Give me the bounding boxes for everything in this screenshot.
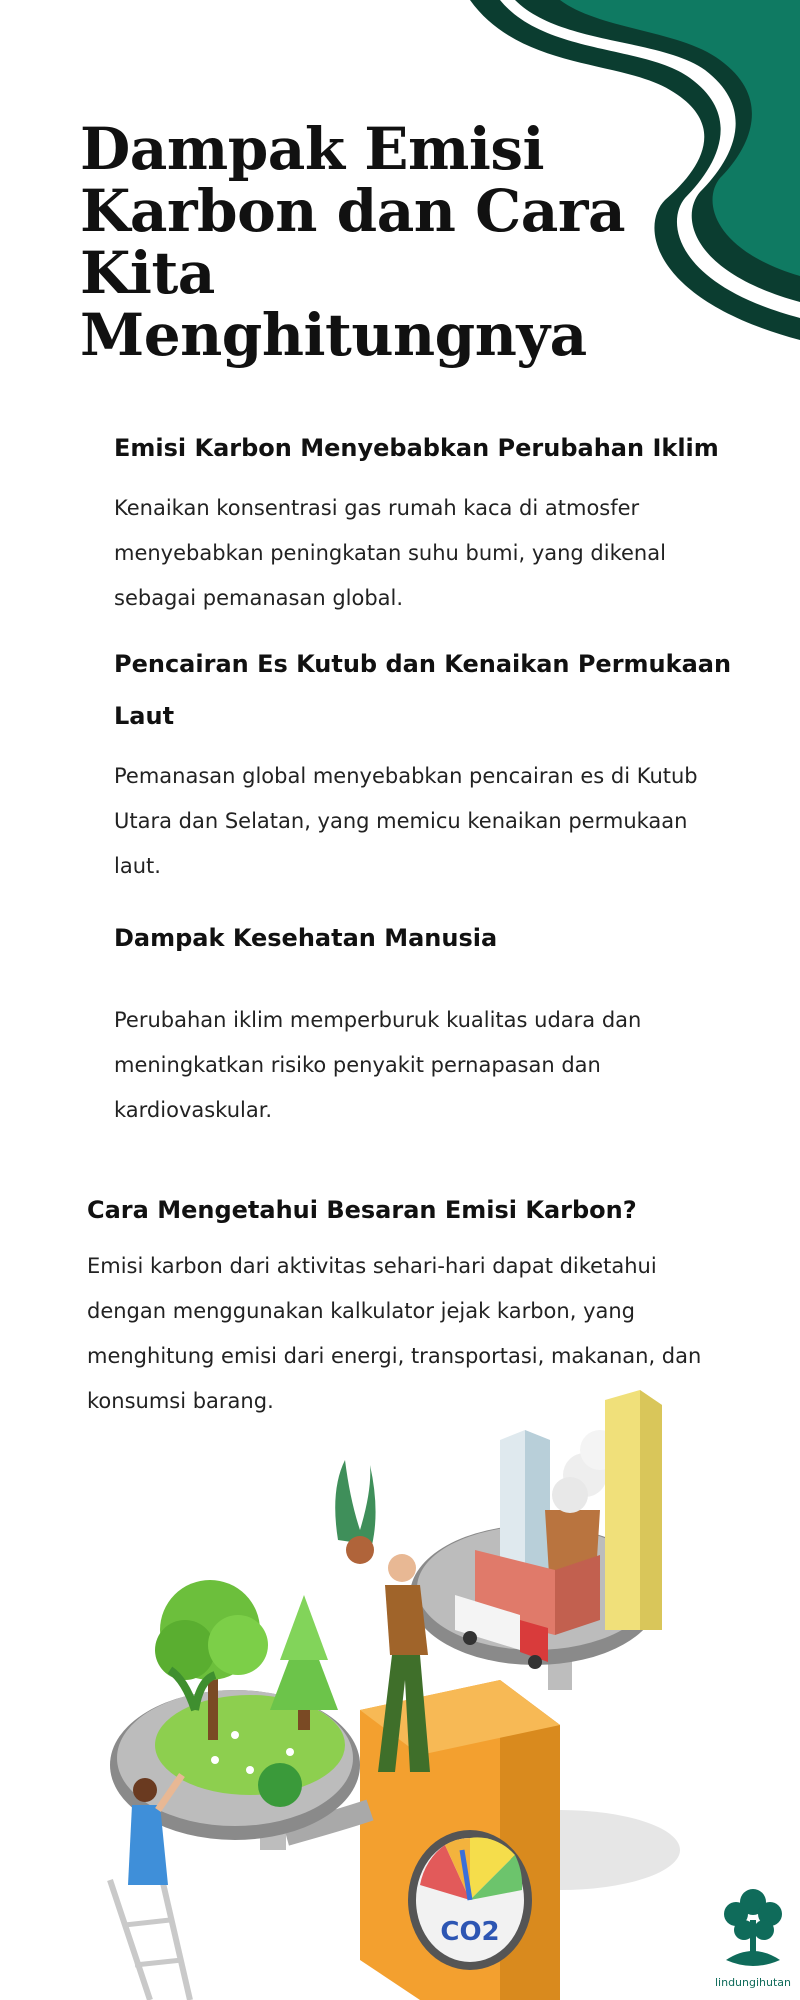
section-body	[114, 998, 754, 1133]
brand-logo	[712, 1880, 794, 1992]
section-heading	[114, 638, 754, 742]
co2-gauge-icon	[408, 1830, 532, 1970]
section-polar-ice	[114, 638, 754, 889]
title-line-1: Dampak Emisi	[80, 115, 545, 183]
heading-line: Laut	[114, 702, 175, 730]
body-line: menyebabkan peningkatan suhu bumi, yang dikenal	[114, 541, 666, 565]
section-heading: Dampak Kesehatan Manusia	[114, 924, 498, 952]
section-climate-change	[114, 422, 754, 621]
title-line-3: Kita	[80, 239, 215, 307]
body-line: Emisi karbon dari aktivitas sehari-hari dapat diketahui	[87, 1254, 657, 1278]
city-plate	[410, 1390, 662, 1669]
body-line: sebagai pemanasan global.	[114, 586, 404, 610]
heading-line: Pencairan Es Kutub dan Kenaikan Permukaan	[114, 650, 732, 678]
body-line: Kenaikan konsentrasi gas rumah kaca di atmosfer	[114, 496, 640, 520]
section-heading: Cara Mengetahui Besaran Emisi Karbon?	[87, 1196, 637, 1224]
body-line: menghitung emisi dari energi, transportasi, makanan, dan	[87, 1344, 702, 1368]
body-line: Utara dan Selatan, yang memicu kenaikan permukaan	[114, 809, 688, 833]
body-line: Pemanasan global menyebabkan pencairan es di Kutub	[114, 764, 698, 788]
gauge-label: CO2	[440, 1917, 500, 1947]
section-human-health	[114, 912, 754, 1133]
title-line-2: Karbon dan Cara	[80, 177, 626, 245]
body-line: kardiovaskular.	[114, 1098, 273, 1122]
carbon-scale-illustration	[0, 1380, 800, 2000]
logo-label: lindungihutan	[714, 1976, 792, 1989]
body-line: meningkatkan risiko penyakit pernapasan dan	[114, 1053, 601, 1077]
body-line: konsumsi barang.	[87, 1389, 274, 1413]
page-title	[80, 115, 640, 369]
section-body	[114, 486, 754, 621]
body-line: dengan menggunakan kalkulator jejak karbon, yang	[87, 1299, 635, 1323]
section-body	[114, 754, 754, 889]
tree-logo-icon	[712, 1880, 794, 1976]
body-line: laut.	[114, 854, 161, 878]
section-heading: Emisi Karbon Menyebabkan Perubahan Iklim	[114, 434, 719, 462]
body-line: Perubahan iklim memperburuk kualitas udara dan	[114, 1008, 642, 1032]
title-line-4: Menghitungnya	[80, 301, 587, 369]
